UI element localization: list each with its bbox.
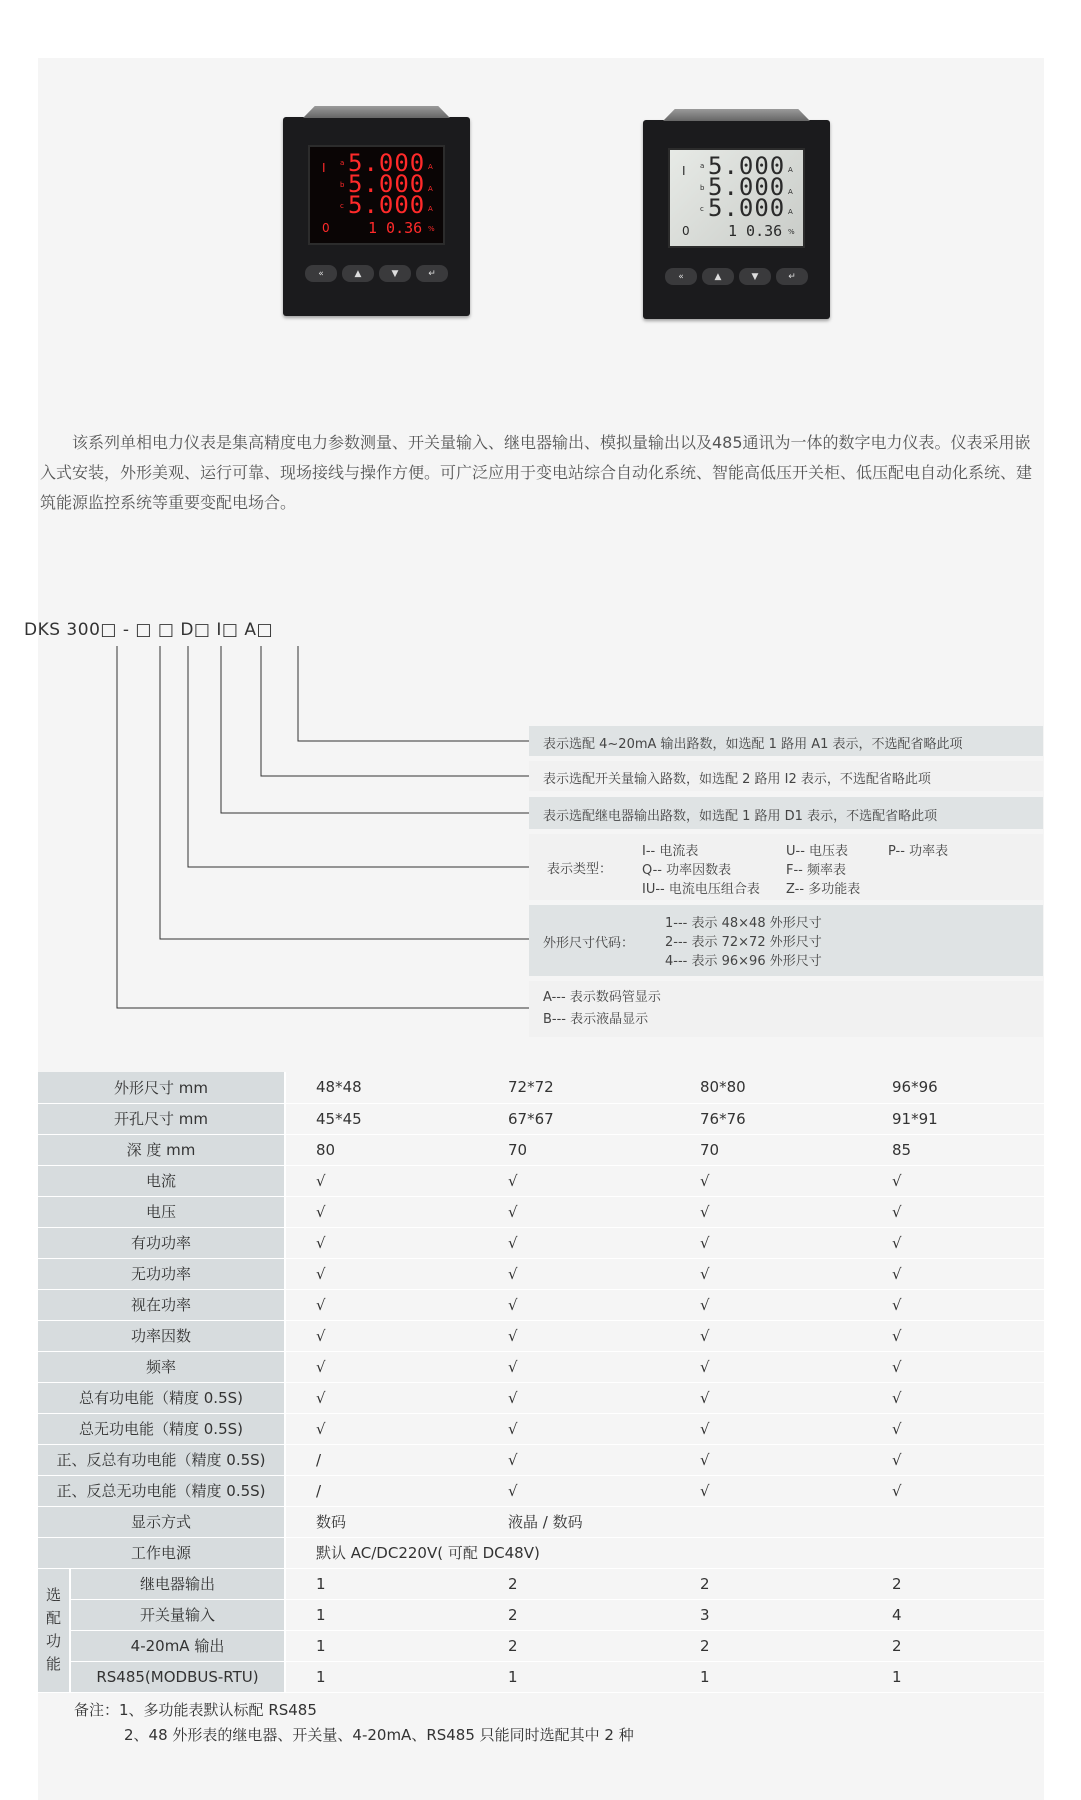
table-cell: 48*48	[285, 1072, 478, 1103]
table-cell: 1	[285, 1630, 478, 1661]
table-row	[38, 1661, 1044, 1692]
table-cell: /	[285, 1444, 478, 1475]
table-cell: √	[285, 1351, 478, 1382]
meter-reading: 5.000	[708, 173, 786, 201]
table-cell: 72*72	[478, 1072, 670, 1103]
table-cell: 2	[670, 1568, 862, 1599]
table-row	[38, 1413, 1044, 1444]
table-cell: √	[862, 1444, 1044, 1475]
table-row	[38, 1072, 1044, 1103]
type-item: U-- 电压表	[786, 844, 849, 859]
type-item: Q-- 功率因数表	[642, 863, 732, 878]
meter-sub: c	[700, 205, 704, 213]
table-row	[38, 1134, 1044, 1165]
table-cell: √	[862, 1165, 1044, 1196]
connector-switch	[261, 646, 529, 776]
table-cell: 2	[670, 1630, 862, 1661]
table-cell: √	[862, 1475, 1044, 1506]
row-label: 深 度 mm	[38, 1134, 285, 1165]
table-cell: √	[478, 1258, 670, 1289]
size-label: 外形尺寸代码：	[543, 936, 635, 951]
table-cell: √	[285, 1196, 478, 1227]
table-cell: √	[478, 1320, 670, 1351]
table-cell: √	[670, 1289, 862, 1320]
table-cell: √	[862, 1351, 1044, 1382]
table-cell: √	[478, 1413, 670, 1444]
table-cell: √	[862, 1196, 1044, 1227]
remark-line: 2、48 外形表的继电器、开关量、4-20mA、RS485 只能同时选配其中 2 种	[124, 1726, 634, 1744]
table-cell: √	[478, 1227, 670, 1258]
meter-tag: 0	[322, 221, 330, 235]
table-cell: 80*80	[670, 1072, 862, 1103]
table-cell: √	[670, 1320, 862, 1351]
option-meter-type	[529, 834, 1043, 900]
meter-reading: 5.000	[348, 191, 426, 219]
connector-type	[188, 646, 529, 867]
table-cell: 2	[478, 1568, 670, 1599]
table-cell: √	[670, 1444, 862, 1475]
table-cell: 76*76	[670, 1103, 862, 1134]
meter-unit: A	[428, 163, 433, 171]
row-label: 有功功率	[38, 1227, 285, 1258]
table-cell: √	[478, 1475, 670, 1506]
meter-sub: c	[340, 202, 344, 210]
table-cell: √	[670, 1351, 862, 1382]
type-item: I-- 电流表	[642, 844, 699, 859]
table-cell: √	[478, 1196, 670, 1227]
table-row	[38, 1537, 1044, 1568]
type-label: 表示类型：	[547, 862, 613, 877]
row-label: 电压	[38, 1196, 285, 1227]
meter-unit: A	[788, 188, 793, 196]
row-label: RS485(MODBUS-RTU)	[70, 1661, 285, 1692]
display-item: B--- 表示液晶显示	[543, 1012, 649, 1027]
type-item: IU-- 电流电压组合表	[642, 882, 760, 897]
table-cell: √	[862, 1289, 1044, 1320]
size-item: 1--- 表示 48×48 外形尺寸	[665, 916, 822, 931]
table-row	[38, 1568, 1044, 1599]
table-row	[38, 1289, 1044, 1320]
table-cell: 1	[285, 1568, 478, 1599]
meter-unit: A	[788, 166, 793, 174]
size-item: 4--- 表示 96×96 外形尺寸	[665, 954, 822, 969]
table-cell: 4	[862, 1599, 1044, 1630]
table-cell: √	[862, 1382, 1044, 1413]
row-label: 正、反总无功电能（精度 0.5S)	[38, 1475, 285, 1506]
option-display	[529, 981, 1043, 1037]
table-cell: √	[478, 1165, 670, 1196]
table-cell: 80	[285, 1134, 478, 1165]
back-key-icon: «	[665, 268, 697, 285]
type-item: F-- 频率表	[786, 863, 846, 878]
meter-unit: A	[788, 208, 793, 216]
meter-sub: a	[340, 159, 345, 167]
row-label: 显示方式	[38, 1506, 285, 1537]
type-item: P-- 功率表	[888, 844, 949, 859]
meter-sub: a	[700, 162, 705, 170]
table-cell: √	[285, 1258, 478, 1289]
meter-unit: A	[428, 185, 433, 193]
table-cell: √	[285, 1227, 478, 1258]
row-label: 正、反总有功电能（精度 0.5S)	[38, 1444, 285, 1475]
table-cell: 1	[670, 1661, 862, 1692]
table-cell: √	[670, 1165, 862, 1196]
option-text: 表示选配 4~20mA 输出路数，如选配 1 路用 A1 表示，不选配省略此项	[543, 737, 963, 752]
table-row	[38, 1351, 1044, 1382]
connector-display	[117, 646, 529, 1008]
table-cell: √	[670, 1475, 862, 1506]
spec-table	[38, 1072, 1044, 1693]
table-cell: √	[478, 1382, 670, 1413]
meter-unit: %	[788, 228, 795, 236]
option-group-label	[38, 1568, 70, 1692]
group-char: 功	[45, 1632, 61, 1650]
table-cell: √	[285, 1413, 478, 1444]
table-row	[38, 1103, 1044, 1134]
row-label: 视在功率	[38, 1289, 285, 1320]
table-cell: √	[862, 1227, 1044, 1258]
table-cell: √	[670, 1258, 862, 1289]
remark-line: 备注：1、多功能表默认标配 RS485	[74, 1701, 317, 1719]
option-size-code	[529, 905, 1043, 976]
table-cell: √	[670, 1227, 862, 1258]
option-relay-output	[529, 797, 1043, 829]
table-cell: 2	[862, 1568, 1044, 1599]
table-cell: 67*67	[478, 1103, 670, 1134]
display-item: A--- 表示数码管显示	[543, 990, 661, 1005]
connector-size	[160, 646, 529, 939]
table-cell: 85	[862, 1134, 1044, 1165]
table-row	[38, 1196, 1044, 1227]
table-row	[38, 1630, 1044, 1661]
row-label: 无功功率	[38, 1258, 285, 1289]
table-row	[38, 1320, 1044, 1351]
table-cell: 2	[478, 1630, 670, 1661]
down-key-icon: ▼	[379, 265, 411, 282]
table-cell: 96*96	[862, 1072, 1044, 1103]
meter-tag: I	[682, 164, 686, 178]
table-cell: √	[670, 1196, 862, 1227]
row-label: 电流	[38, 1165, 285, 1196]
product-description: 该系列单相电力仪表是集高精度电力参数测量、开关量输入、继电器输出、模拟量输出以及485通讯为一体的数字电力仪表。仪表采用嵌入式安装，外形美观、运行可靠、现场接线与操作方便。可广泛应用于变电站综合自动化系统、智能高低压开关柜、低压配电自动化系统、建筑能源监控系统等重要变配电场合。	[40, 433, 1033, 512]
table-row	[38, 1258, 1044, 1289]
table-cell: √	[670, 1413, 862, 1444]
up-key-icon: ▲	[342, 265, 374, 282]
meter-sub: b	[700, 184, 705, 192]
table-cell: 液晶 / 数码	[478, 1506, 1044, 1537]
table-cell: 70	[670, 1134, 862, 1165]
group-char: 选	[45, 1586, 61, 1604]
type-item: Z-- 多功能表	[786, 882, 861, 897]
table-cell: √	[478, 1289, 670, 1320]
row-label: 总有功电能（精度 0.5S)	[38, 1382, 285, 1413]
up-key-icon: ▲	[702, 268, 734, 285]
table-row	[38, 1382, 1044, 1413]
meter-unit: %	[428, 225, 435, 233]
table-cell: 2	[478, 1599, 670, 1630]
table-cell: 70	[478, 1134, 670, 1165]
table-cell: √	[478, 1444, 670, 1475]
row-label: 外形尺寸 mm	[38, 1072, 285, 1103]
table-cell: √	[670, 1382, 862, 1413]
row-label: 4-20mA 输出	[70, 1630, 285, 1661]
table-cell: 1	[862, 1661, 1044, 1692]
table-cell: 1	[478, 1661, 670, 1692]
row-label: 继电器输出	[70, 1568, 285, 1599]
meter-reading: 5.000	[708, 194, 786, 222]
meter-reading: 5.000	[348, 170, 426, 198]
table-cell: √	[862, 1320, 1044, 1351]
row-label: 总无功电能（精度 0.5S)	[38, 1413, 285, 1444]
table-cell: /	[285, 1475, 478, 1506]
meter-reading: 1 0.36	[368, 219, 423, 237]
table-cell: 91*91	[862, 1103, 1044, 1134]
enter-key-icon: ↵	[416, 265, 448, 282]
table-row	[38, 1165, 1044, 1196]
remarks	[74, 1698, 634, 1748]
model-code: DKS 300□ - □ □ D□ I□ A□	[24, 620, 274, 640]
table-row	[38, 1599, 1044, 1630]
option-switch-input	[529, 761, 1043, 791]
table-cell: 默认 AC/DC220V( 可配 DC48V)	[285, 1537, 1044, 1568]
group-char: 能	[45, 1655, 61, 1673]
table-cell: √	[285, 1320, 478, 1351]
table-cell: √	[285, 1382, 478, 1413]
row-label: 开孔尺寸 mm	[38, 1103, 285, 1134]
table-cell: 45*45	[285, 1103, 478, 1134]
table-cell: √	[285, 1165, 478, 1196]
meter-sub: b	[340, 181, 345, 189]
table-cell: 1	[285, 1661, 478, 1692]
down-key-icon: ▼	[739, 268, 771, 285]
size-item: 2--- 表示 72×72 外形尺寸	[665, 935, 822, 950]
table-row	[38, 1227, 1044, 1258]
table-row	[38, 1444, 1044, 1475]
row-label: 工作电源	[38, 1537, 285, 1568]
meter-tag: 0	[682, 224, 690, 238]
table-cell: 2	[862, 1630, 1044, 1661]
connector-analog	[298, 646, 529, 741]
meter-unit: A	[428, 205, 433, 213]
table-cell: √	[478, 1351, 670, 1382]
connector-relay	[221, 646, 529, 813]
table-cell: 数码	[285, 1506, 478, 1537]
table-cell: √	[862, 1258, 1044, 1289]
table-row	[38, 1475, 1044, 1506]
table-cell: √	[862, 1413, 1044, 1444]
row-label: 频率	[38, 1351, 285, 1382]
meter-reading: 5.000	[348, 149, 426, 177]
back-key-icon: «	[305, 265, 337, 282]
option-text: 表示选配继电器输出路数，如选配 1 路用 D1 表示，不选配省略此项	[543, 809, 938, 824]
option-analog-output	[529, 726, 1043, 756]
table-cell: 1	[285, 1599, 478, 1630]
enter-key-icon: ↵	[776, 268, 808, 285]
table-cell: √	[285, 1289, 478, 1320]
table-row	[38, 1506, 1044, 1537]
row-label: 功率因数	[38, 1320, 285, 1351]
option-text: 表示选配开关量输入路数，如选配 2 路用 I2 表示，不选配省略此项	[543, 772, 931, 787]
row-label: 开关量输入	[70, 1599, 285, 1630]
meter-reading: 1 0.36	[728, 222, 783, 240]
meter-tag: I	[322, 161, 326, 175]
group-char: 配	[45, 1609, 61, 1627]
meter-reading: 5.000	[708, 152, 786, 180]
table-cell: 3	[670, 1599, 862, 1630]
